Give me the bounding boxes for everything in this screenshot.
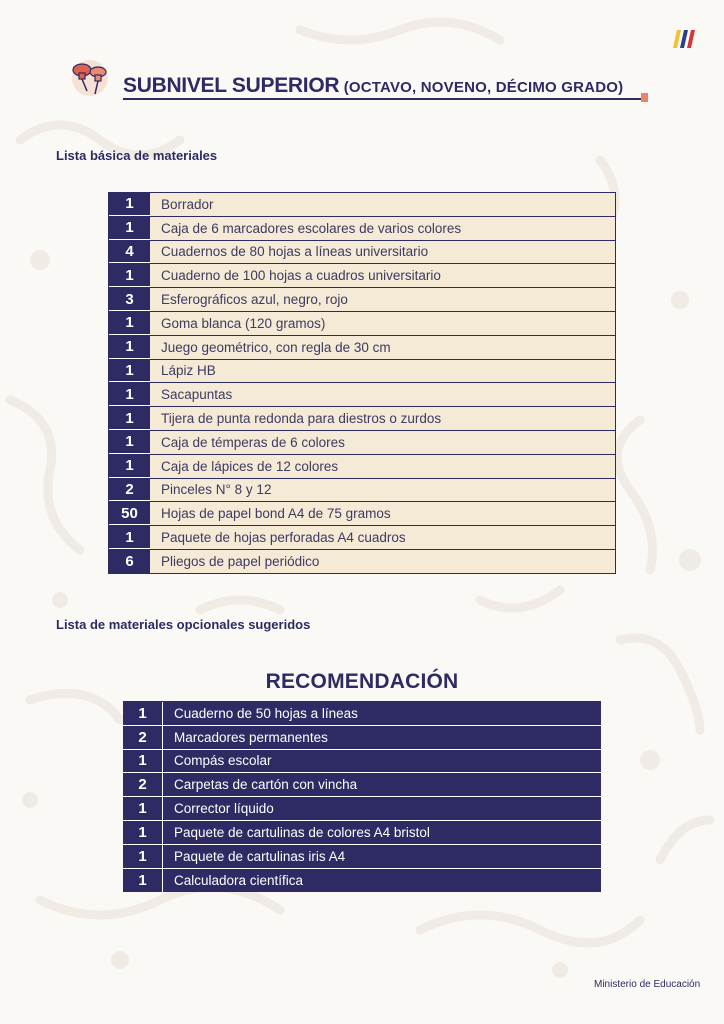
item-description-cell: Calculadora científica — [174, 872, 304, 888]
title-subtitle: (OCTAVO, NOVENO, DÉCIMO GRADO) — [343, 79, 624, 96]
page-header — [68, 58, 652, 104]
basic-material-row — [109, 264, 615, 288]
brand-stripes-icon — [673, 30, 695, 48]
quantity-cell: 1 — [109, 455, 150, 478]
basic-materials-table — [108, 192, 616, 574]
basic-material-row — [109, 360, 615, 384]
quantity-cell: 6 — [109, 550, 150, 573]
optional-material-row — [123, 702, 601, 726]
optional-list-label: Lista de materiales opcionales sugeridos — [56, 617, 311, 632]
basic-material-row — [109, 241, 615, 265]
item-description-cell: Marcadores permanentes — [174, 729, 328, 745]
basic-material-row — [109, 193, 615, 217]
item-description-cell: Borrador — [161, 196, 214, 212]
item-description-cell: Cuaderno de 100 hojas a cuadros universitario — [161, 268, 441, 284]
quantity-cell: 2 — [123, 773, 163, 796]
quantity-cell: 2 — [123, 726, 163, 749]
item-description-cell: Goma blanca (120 gramos) — [161, 315, 326, 331]
item-description-cell: Cuadernos de 80 hojas a líneas universitario — [161, 244, 429, 260]
quantity-cell: 4 — [109, 241, 150, 264]
push-pins-icon — [68, 58, 118, 98]
quantity-cell: 1 — [123, 702, 163, 725]
recommendation-heading: RECOMENDACIÓN — [265, 670, 459, 693]
quantity-cell: 1 — [109, 264, 150, 287]
page-title — [123, 74, 623, 98]
item-description-cell: Sacapuntas — [161, 387, 233, 403]
quantity-cell: 1 — [123, 821, 163, 844]
title-main: SUBNIVEL SUPERIOR — [123, 74, 340, 97]
quantity-cell: 1 — [109, 431, 150, 454]
item-description-cell: Tijera de punta redonda para diestros o zurdos — [161, 411, 442, 427]
basic-material-row — [109, 336, 615, 360]
quantity-cell: 1 — [109, 217, 150, 240]
optional-material-row — [123, 869, 601, 893]
quantity-cell: 2 — [109, 479, 150, 502]
item-description-cell: Cuaderno de 50 hojas a líneas — [174, 705, 358, 721]
item-description-cell: Caja de lápices de 12 colores — [161, 458, 339, 474]
item-description-cell: Paquete de hojas perforadas A4 cuadros — [161, 530, 406, 546]
title-underline — [123, 98, 643, 100]
optional-materials-table — [123, 701, 601, 892]
quantity-cell: 1 — [109, 312, 150, 335]
item-description-cell: Caja de 6 marcadores escolares de varios colores — [161, 220, 462, 236]
basic-material-row — [109, 407, 615, 431]
basic-material-row — [109, 550, 615, 574]
basic-material-row — [109, 288, 615, 312]
optional-material-row — [123, 773, 601, 797]
basic-material-row — [109, 502, 615, 526]
item-description-cell: Hojas de papel bond A4 de 75 gramos — [161, 506, 391, 522]
item-description-cell: Carpetas de cartón con vincha — [174, 777, 358, 793]
basic-material-row — [109, 217, 615, 241]
basic-material-row — [109, 455, 615, 479]
quantity-cell: 1 — [109, 193, 150, 216]
item-description-cell: Esferográficos azul, negro, rojo — [161, 292, 348, 308]
quantity-cell: 1 — [109, 407, 150, 430]
quantity-cell: 3 — [109, 288, 150, 311]
item-description-cell: Compás escolar — [174, 753, 272, 769]
optional-material-row — [123, 726, 601, 750]
basic-material-row — [109, 526, 615, 550]
quantity-cell: 1 — [123, 845, 163, 868]
item-description-cell: Corrector líquido — [174, 801, 274, 817]
optional-material-row — [123, 845, 601, 869]
item-description-cell: Pliegos de papel periódico — [161, 553, 320, 569]
item-description-cell: Paquete de cartulinas de colores A4 bristol — [174, 824, 430, 840]
basic-material-row — [109, 431, 615, 455]
optional-material-row — [123, 797, 601, 821]
optional-material-row — [123, 750, 601, 774]
title-underline-accent — [641, 93, 648, 102]
basic-material-row — [109, 312, 615, 336]
item-description-cell: Caja de témperas de 6 colores — [161, 434, 345, 450]
quantity-cell: 50 — [109, 502, 150, 525]
item-description-cell: Paquete de cartulinas iris A4 — [174, 848, 346, 864]
optional-material-row — [123, 821, 601, 845]
item-description-cell: Pinceles N° 8 y 12 — [161, 482, 272, 498]
quantity-cell: 1 — [123, 797, 163, 820]
quantity-cell: 1 — [109, 526, 150, 549]
quantity-cell: 1 — [109, 360, 150, 383]
quantity-cell: 1 — [109, 336, 150, 359]
basic-material-row — [109, 383, 615, 407]
quantity-cell: 1 — [123, 869, 163, 893]
quantity-cell: 1 — [109, 383, 150, 406]
item-description-cell: Juego geométrico, con regla de 30 cm — [161, 339, 391, 355]
item-description-cell: Lápiz HB — [161, 363, 216, 379]
footer-ministry: Ministerio de Educación — [594, 979, 701, 990]
basic-material-row — [109, 479, 615, 503]
basic-list-label: Lista básica de materiales — [56, 148, 218, 163]
quantity-cell: 1 — [123, 750, 163, 773]
